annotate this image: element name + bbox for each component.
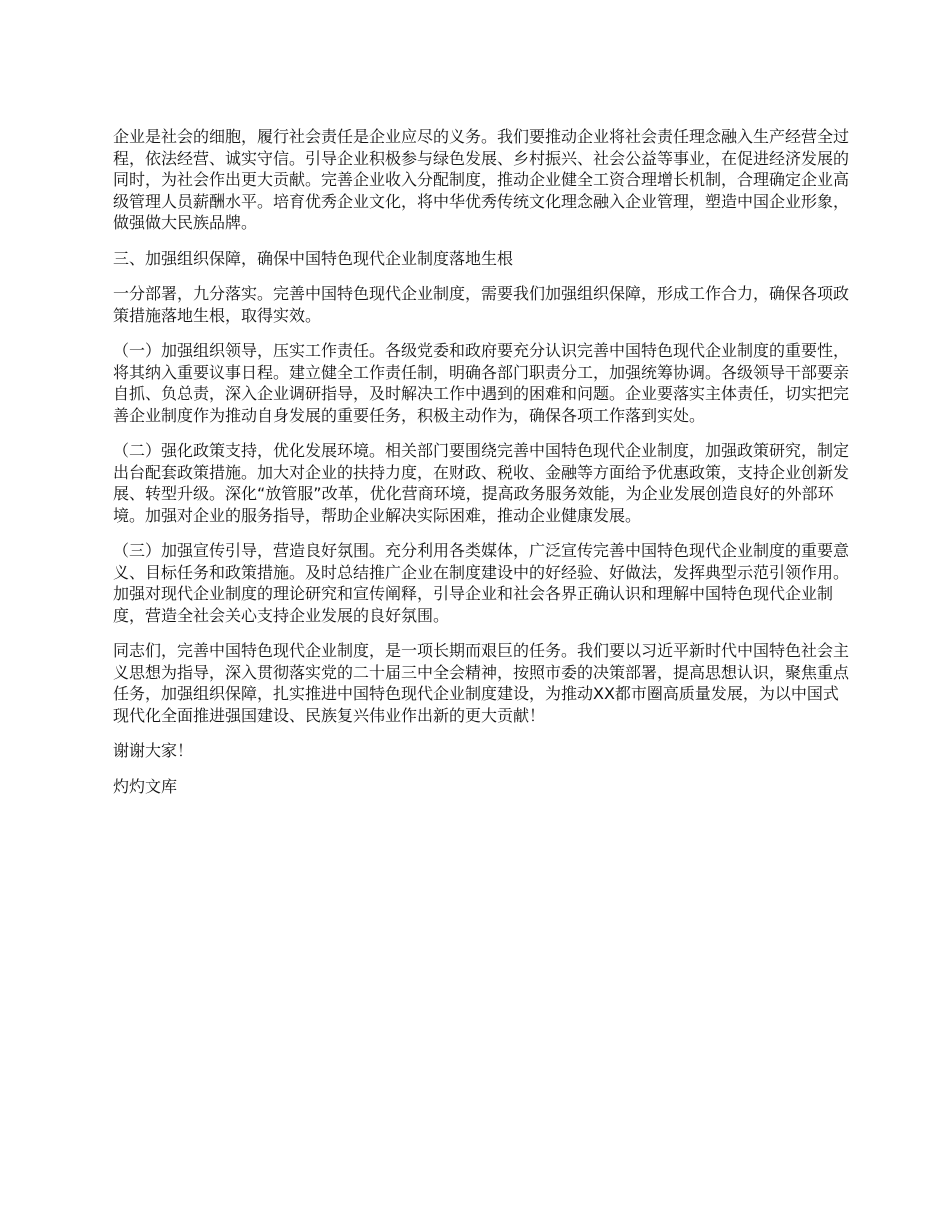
section-heading-three: 三、加强组织保障，确保中国特色现代企业制度落地生根 [113, 248, 514, 268]
source-label: 灼灼文库 [113, 776, 178, 796]
paragraph-conclusion: 同志们，完善中国特色现代企业制度，是一项长期而艰巨的任务。我们要以习近平新时代中国特色社会主义思想为指导，深入贯彻落实党的二十届三中全会精神，按照市委的决策部署，提高思想认识，聚焦重点任务，加强组织保障，扎实推进中国特色现代企业制度建设，为推动XX都市圈高质量发展，为以中国式现代化全面推进强国建设、民族复兴伟业作出新的更大贡献！ [113, 641, 850, 725]
paragraph-point-two: （二）强化政策支持，优化发展环境。相关部门要围绕完善中国特色现代企业制度，加强政策研究，制定出台配套政策措施。加大对企业的扶持力度，在财政、税收、金融等方面给予优惠政策，支持企业创新发展、转型升级。深化“放管服”改革，优化营商环境，提高政务服务效能，为企业发展创造良好的外部环境。加强对企业的服务指导，帮助企业解决实际困难，推动企业健康发展。 [113, 441, 850, 525]
document-body [113, 126, 853, 811]
closing-thanks: 谢谢大家！ [113, 741, 194, 760]
paragraph-corporate-responsibility: 企业是社会的细胞，履行社会责任是企业应尽的义务。我们要推动企业将社会责任理念融入生产经营全过程，依法经营、诚实守信。引导企业积极参与绿色发展、乡村振兴、社会公益等事业，在促进经济发展的同时，为社会作出更大贡献。完善企业收入分配制度，推动企业健全工资合理增长机制，合理确定企业高级管理人员薪酬水平。培育优秀企业文化，将中华优秀传统文化理念融入企业管理，塑造中国企业形象，做强做大民族品牌。 [113, 127, 850, 232]
paragraph-point-three: （三）加强宣传引导，营造良好氛围。充分利用各类媒体，广泛宣传完善中国特色现代企业制度的重要意义、目标任务和政策措施。及时总结推广企业在制度建设中的好经验、好做法，发挥典型示范引领作用。加强对现代企业制度的理论研究和宣传阐释，引导企业和社会各界正确认识和理解中国特色现代企业制度，营造全社会关心支持企业发展的良好氛围。 [113, 541, 850, 625]
paragraph-deployment: 一分部署，九分落实。完善中国特色现代企业制度，需要我们加强组织保障，形成工作合力，确保各项政策措施落地生根，取得实效。 [113, 284, 850, 325]
paragraph-point-one: （一）加强组织领导，压实工作责任。各级党委和政府要充分认识完善中国特色现代企业制度的重要性，将其纳入重要议事日程。建立健全工作责任制，明确各部门职责分工，加强统筹协调。各级领导干部要亲自抓、负总责，深入企业调研指导，及时解决工作中遇到的困难和问题。企业要落实主体责任，切实把完善企业制度作为推动自身发展的重要任务，积极主动作为，确保各项工作落到实处。 [113, 341, 850, 425]
